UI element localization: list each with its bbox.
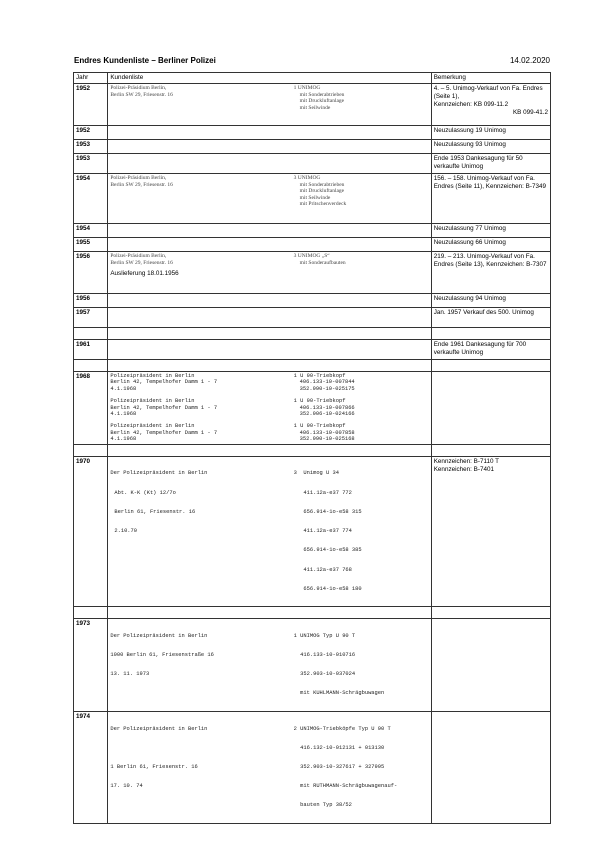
scan-address: [110, 175, 293, 208]
table-row: [74, 340, 551, 360]
row-customer: [108, 340, 431, 360]
scan-line: 416.132-10-012131 + 013130: [293, 744, 385, 751]
row-remark: [431, 360, 550, 372]
remark-line: Kennzeichen: B-7110 T: [433, 457, 499, 465]
row-remark: Neuzulassung 93 Unimog: [431, 140, 550, 154]
remark-line: Kennzeichen: KB 099-11.2: [433, 101, 509, 108]
scan-line: 352.990-10-025175: [299, 385, 355, 392]
scan-line: Polizei-Präsidium Berlin,: [110, 175, 167, 181]
remark-line: KB 099-41.2: [512, 109, 548, 116]
row-remark: Neuzulassung 19 Unimog: [431, 126, 550, 140]
scan-address: [110, 85, 293, 111]
scan-line: 1 U 90-Triebkopf: [293, 398, 346, 405]
row-remark: Jan. 1957 Verkauf des 500. Unimog: [431, 308, 550, 328]
table-row: [74, 252, 551, 294]
row-year: 1973: [74, 619, 108, 712]
table-row: [74, 174, 551, 224]
row-year: 1953: [74, 140, 108, 154]
row-remark: 219. – 213. Unimog-Verkauf von Fa. Endres (Seite 13), Kennzeichen: B-7307: [431, 252, 550, 294]
scan-line: Berlin SW 29, Friesenstr. 16: [110, 259, 173, 266]
scan-line: Berlin SW 29, Friesenstr. 16: [110, 91, 173, 98]
customer-table: [73, 72, 551, 824]
row-customer: [108, 294, 431, 308]
row-remark: [431, 711, 550, 823]
row-year: 1956: [74, 294, 108, 308]
table-row: [74, 126, 551, 140]
row-customer: [108, 238, 431, 252]
scan-line: Polizeipräsident in Berlin: [110, 373, 195, 379]
remark-line: 4. – 5. Unimog-Verkauf von Fa. Endres (Seite 1),: [433, 85, 543, 100]
table-row: [74, 328, 551, 340]
scan-line: 352.906-10-024166: [299, 411, 355, 418]
scan-order: [294, 620, 429, 710]
row-customer: [108, 360, 431, 372]
scan-line: 4.1.1968: [110, 411, 137, 418]
page-date: 14.02.2020: [509, 56, 550, 65]
table-row: [74, 619, 551, 712]
column-header-remark: Bemerkung: [431, 73, 550, 84]
scan-line: 656.914-1o-e58 385: [293, 547, 362, 554]
scan-line: 1 U 90-Triebkopf: [293, 373, 346, 379]
scan-address: [110, 373, 293, 392]
row-customer: [108, 444, 431, 456]
scan-order: [294, 373, 429, 392]
scan-line: Berlin 42, Tempelhofer Damm 1 - 7: [110, 429, 218, 436]
row-remark: 156. – 158. Unimog-Verkauf von Fa. Endres (Seite 11), Kennzeichen: B-7349: [431, 174, 550, 224]
row-customer: [108, 308, 431, 328]
scan-order: [294, 713, 429, 822]
row-customer-scan: [108, 372, 431, 445]
row-remark: [431, 372, 550, 445]
scan-line: mit Druckluftanlage: [299, 188, 345, 194]
scan-line: Abt. K-K (Kt) 12/7o: [114, 489, 176, 496]
row-year: 1955: [74, 238, 108, 252]
row-customer-scan: [108, 84, 431, 126]
scan-line: 656.914-1o-e58 315: [293, 508, 362, 515]
row-customer-scan: [108, 456, 431, 606]
scan-line: 3 UNIMOG: [293, 175, 321, 181]
row-year: [74, 444, 108, 456]
scan-line: mit Pritschenverdeck: [299, 201, 347, 207]
scan-line: Der Polizeipräsident in Berlin: [110, 725, 208, 732]
table-row: [74, 84, 551, 126]
scan-line: 411.12a-e37 774: [293, 528, 352, 535]
row-year: 1961: [74, 340, 108, 360]
scan-line: bauten Typ 38/52: [293, 802, 352, 809]
row-remark: [431, 84, 550, 126]
scan-line: Polizei-Präsidium Berlin,: [110, 253, 167, 259]
scan-order: [294, 398, 429, 417]
scan-line: 2.10.70: [114, 528, 138, 535]
scan-line: 656.914-1o-e58 180: [293, 585, 362, 592]
table-row: [74, 154, 551, 174]
row-year: 1954: [74, 224, 108, 238]
scan-line: 1 U 90-Triebkopf: [293, 423, 346, 430]
scan-order: [294, 175, 429, 208]
row-customer: [108, 607, 431, 619]
row-remark: Neuzulassung 66 Unimog: [431, 238, 550, 252]
row-remark: [431, 328, 550, 340]
scan-line: 1 UNIMOG Typ U 90 T: [293, 632, 356, 639]
row-remark: Neuzulassung 94 Unimog: [431, 294, 550, 308]
row-customer-scan: [108, 174, 431, 224]
row-customer-scan: [108, 252, 431, 294]
row-year: 1954: [74, 174, 108, 224]
scan-line: Polizeipräsident in Berlin: [110, 423, 195, 430]
row-year: [74, 607, 108, 619]
delivery-note: Auslieferung 18.01.1956: [110, 270, 179, 277]
scan-line: 406.133-10-007844: [299, 379, 355, 386]
scan-line: mit Sonderabtrieben: [299, 91, 345, 98]
scan-line: 4.1.1968: [110, 385, 137, 392]
scan-address: [110, 253, 293, 266]
row-customer: [108, 154, 431, 174]
scan-address: [110, 620, 293, 710]
scan-line: mit Sonderaufbauten: [299, 259, 346, 266]
scan-line: 4.1.1968: [110, 436, 137, 443]
remark-line: Kennzeichen: B-7401: [433, 465, 494, 473]
scan-line: 3 Unimog U 34: [293, 470, 339, 477]
scan-line: Berlin SW 29, Friesenstr. 16: [110, 181, 173, 188]
scan-address: [110, 713, 293, 822]
row-customer: [108, 224, 431, 238]
scan-line: 406.133-10-007866: [299, 404, 355, 411]
table-row: [74, 456, 551, 606]
column-header-customers: Kundenliste: [108, 73, 431, 84]
scan-order: [294, 253, 429, 266]
scan-line: 2 UNIMOG-Triebköpfe Typ U 90 T: [293, 725, 391, 732]
row-year: 1970: [74, 456, 108, 606]
scan-line: 1 UNIMOG: [293, 85, 321, 91]
scan-line: 352.903-10-037024: [293, 671, 356, 678]
row-remark: Ende 1961 Dankesagung für 700 verkaufte Unimog: [431, 340, 550, 360]
row-year: 1968: [74, 372, 108, 445]
scan-line: Der Polizeipräsident in Berlin: [110, 632, 208, 639]
scan-line: 352.990-10-025168: [299, 436, 355, 443]
scan-line: mit Sonderabtrieben: [299, 181, 345, 188]
scan-line: 13. 11. 1973: [110, 671, 150, 678]
row-remark: [431, 444, 550, 456]
row-remark: [431, 607, 550, 619]
row-remark: [431, 619, 550, 712]
row-remark: [431, 456, 550, 606]
scan-line: mit RUTHMANN-Schrägbuwagenauf-: [293, 783, 398, 790]
scan-address: [110, 398, 293, 417]
scan-line: mit Seilwinde: [299, 194, 331, 201]
scan-line: 17. 10. 74: [110, 782, 143, 789]
row-year: 1952: [74, 126, 108, 140]
table-row: [74, 308, 551, 328]
scan-line: mit Seilwinde: [299, 104, 331, 111]
scan-line: Polizeipräsident in Berlin: [110, 398, 195, 405]
scan-address: [110, 423, 293, 442]
row-year: [74, 360, 108, 372]
table-row: [74, 711, 551, 823]
scan-line: 411.12a-e37 768: [293, 566, 352, 573]
scan-line: [110, 745, 293, 751]
row-year: 1952: [74, 84, 108, 126]
scan-line: 352.903-10-327617 + 327995: [293, 763, 385, 770]
scan-line: Berlin 61, Friesenstr. 16: [114, 508, 196, 515]
scan-order: [294, 85, 429, 111]
scan-line: 411.12a-e37 772: [293, 489, 352, 496]
table-row: [74, 238, 551, 252]
table-row: [74, 444, 551, 456]
table-row: [74, 372, 551, 445]
scan-line: 416.133-10-010716: [293, 652, 356, 659]
row-remark: Neuzulassung 77 Unimog: [431, 224, 550, 238]
scan-line: Berlin 42, Tempelhofer Damm 1 - 7: [110, 379, 218, 386]
scan-line: 1 Berlin 61, Friesenstr. 16: [110, 763, 198, 770]
table-row: [74, 224, 551, 238]
scan-line: Berlin 42, Tempelhofer Damm 1 - 7: [110, 404, 218, 411]
scan-line: 406.133-10-007858: [299, 429, 355, 436]
row-customer: [108, 140, 431, 154]
row-year: 1974: [74, 711, 108, 823]
row-year: 1957: [74, 308, 108, 328]
row-year: [74, 328, 108, 340]
row-year: 1956: [74, 252, 108, 294]
table-row: [74, 140, 551, 154]
row-customer-scan: [108, 711, 431, 823]
scan-line: 3 UNIMOG „S“: [293, 253, 330, 259]
column-header-year: Jahr: [74, 73, 108, 84]
table-row: [74, 360, 551, 372]
scan-line: mit KUHLMANN-Schrägbuwagen: [293, 690, 385, 697]
scan-line: Der Polizeipräsident in Berlin: [110, 470, 208, 477]
row-customer: [108, 126, 431, 140]
scan-line: 1000 Berlin 61, Friesenstraße 16: [110, 652, 214, 659]
row-year: 1953: [74, 154, 108, 174]
scan-order: [294, 423, 429, 442]
row-customer-scan: [108, 619, 431, 712]
scan-order: [294, 458, 429, 605]
table-row: [74, 607, 551, 619]
table-header-row: [74, 73, 551, 84]
scan-line: mit Druckluftanlage: [299, 98, 345, 104]
page-title: Endres Kundenliste – Berliner Polizei: [74, 56, 216, 65]
scan-address: [110, 458, 293, 605]
scan-line: Polizei-Präsidium Berlin,: [110, 85, 167, 91]
row-remark: Ende 1953 Dankesagung für 50 verkaufte Unimog: [431, 154, 550, 174]
row-customer: [108, 328, 431, 340]
table-row: [74, 294, 551, 308]
